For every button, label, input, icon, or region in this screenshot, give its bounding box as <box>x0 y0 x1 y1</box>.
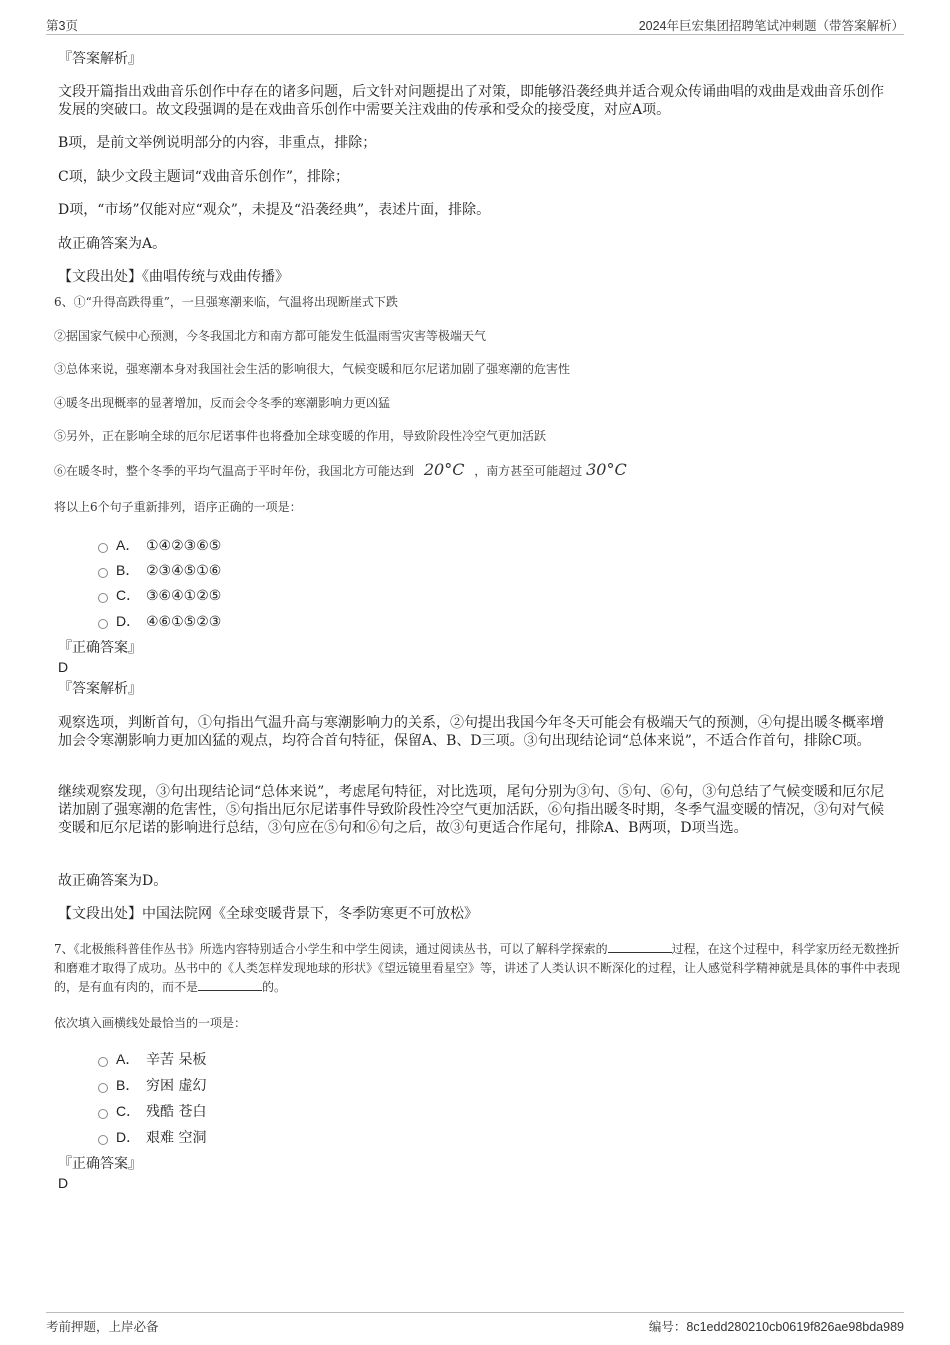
q5-analysis-b: B项，是前文举例说明部分的内容，非重点，排除； <box>58 135 377 151</box>
radio-icon[interactable] <box>98 568 108 578</box>
radio-icon[interactable] <box>98 1083 108 1093</box>
document-title: 2024年巨宏集团招聘笔试冲刺题（带答案解析） <box>638 19 904 33</box>
q6-sentence-3: ③总体来说，强寒潮本身对我国社会生活的影响很大，气候变暖和厄尔尼诺加剧了强寒潮的危害性 <box>54 362 571 376</box>
q6-analysis-para2: 继续观察发现，③句出现结论词“总体来说”，考虑尾句特征，对比选项，尾句分别为③句、⑤句、⑥句，③句总结了气候变暖和厄尔尼诺加剧了强寒潮的危害性，⑤句指出厄尔尼诺事件导致阶段性冷空气更加活跃，⑥句指出暖冬时期，冬季气温变暖的情况，③句对气候变暖和厄尔尼诺的影响进行总结，③句应在⑤句和⑥句之后，故③句更适合作尾句，排除A、B两项，D项当选。 <box>58 784 885 836</box>
q6-sentence-1: 6、①“升得高跌得重”，一旦强寒潮来临，气温将出现断崖式下跌 <box>54 295 398 309</box>
page-header <box>46 14 904 35</box>
q6-sentence-5: ⑤另外，正在影响全球的厄尔尼诺事件也将叠加全球变暖的作用，导致阶段性冷空气更加活跃 <box>54 429 547 443</box>
q7-option-b[interactable]: B． 穷困 虚幻 <box>98 1076 206 1094</box>
q5-source: 【文段出处】《曲唱传统与戏曲传播》 <box>58 269 289 285</box>
radio-icon[interactable] <box>98 1057 108 1067</box>
q6-sentence-4: ④暖冬出现概率的显著增加，反而会令冬季的寒潮影响力更凶猛 <box>54 396 391 410</box>
q6-option-d[interactable]: D． ④⑥①⑤②③ <box>98 612 221 630</box>
q6-stem: 将以上6个句子重新排列，语序正确的一项是： <box>54 500 302 514</box>
q6-option-a[interactable]: A． ①④②③⑥⑤ <box>98 536 221 554</box>
q7-answer-label: 『正确答案』 <box>58 1156 142 1172</box>
q6-conclusion: 故正确答案为D。 <box>58 873 168 889</box>
q7-stem: 依次填入画横线处最恰当的一项是： <box>54 1016 247 1030</box>
q5-analysis-d: D项，“市场”仅能对应“观众”，未提及“沿袭经典”，表述片面，排除。 <box>58 202 491 218</box>
footer-slogan: 考前押题，上岸必备 <box>46 1320 159 1334</box>
q6-sentence-6-part-b: ，南方甚至可能超过 <box>474 464 583 478</box>
q6-answer: D <box>58 659 69 675</box>
q6-option-c[interactable]: C． ③⑥④①②⑤ <box>98 586 221 604</box>
q6-sentence-6-part-a: ⑥在暖冬时，整个冬季的平均气温高于平时年份，我国北方可能达到 <box>54 464 415 478</box>
radio-icon[interactable] <box>98 543 108 553</box>
q6-answer-label: 『正确答案』 <box>58 640 142 656</box>
q5-conclusion: 故正确答案为A。 <box>58 236 167 252</box>
q6-option-b[interactable]: B． ②③④⑤①⑥ <box>98 561 221 579</box>
q5-analysis-c: C项，缺少文段主题词“戏曲音乐创作”，排除； <box>58 169 350 185</box>
q7-passage: 7、《北极熊科普佳作丛书》所选内容特别适合小学生和中学生阅读，通过阅读丛书，可以了解科学探索的 过程，在这个过程中，科学家历经无数挫折和磨难才取得了成功。丛书中的《人类怎样发现地球的形状》《望远镜里看星空》等，讲述了人类认识不断深化的过程，让人感觉科学精神就是具体的事件中表现的，是有血有肉的，而不是 的。 <box>54 942 901 994</box>
q6-sentence-2: ②据国家气候中心预测，今冬我国北方和南方都可能发生低温雨雪灾害等极端天气 <box>54 329 487 343</box>
document-id: 编号：8c1edd280210cb0619f826ae98bda989 <box>648 1320 904 1334</box>
page-number: 第3页 <box>46 19 78 33</box>
q6-analysis-para1: 观察选项，判断首句，①句指出气温升高与寒潮影响力的关系，②句提出我国今年冬天可能会有极端天气的预测，④句提出暖冬概率增加会令寒潮影响力更加凶猛的观点，均符合首句特征，保留A、B、D三项。③句出现结论词“总体来说”，不适合作首句，排除C项。 <box>58 715 884 749</box>
q5-analysis-para1: 文段开篇指出戏曲音乐创作中存在的诸多问题，后文针对问题提出了对策，即能够沿袭经典并适合观众传诵曲唱的戏曲是戏曲音乐创作发展的突破口。故文段强调的是在戏曲音乐创作中需要关注戏曲的传承和受众的接受度，对应A项。 <box>58 84 884 118</box>
q6-source: 【文段出处】中国法院网《全球变暖背景下，冬季防寒更不可放松》 <box>58 906 478 922</box>
radio-icon[interactable] <box>98 593 108 603</box>
q7-option-c[interactable]: C． 残酷 苍白 <box>98 1102 206 1120</box>
q6-analysis-label: 『答案解析』 <box>58 681 142 697</box>
temperature-south: 30°C <box>586 460 627 479</box>
fill-blank-1 <box>608 940 672 953</box>
radio-icon[interactable] <box>98 619 108 629</box>
q6-sentence-6 <box>54 462 627 479</box>
page-footer <box>46 1312 904 1337</box>
q7-option-d[interactable]: D． 艰难 空洞 <box>98 1128 206 1146</box>
fill-blank-2 <box>198 978 262 991</box>
temperature-north: 20°C <box>423 460 465 479</box>
q7-answer: D <box>58 1175 69 1191</box>
q7-option-a[interactable]: A． 辛苦 呆板 <box>98 1050 206 1068</box>
radio-icon[interactable] <box>98 1135 108 1145</box>
q5-analysis-label: 『答案解析』 <box>58 51 142 67</box>
radio-icon[interactable] <box>98 1109 108 1119</box>
